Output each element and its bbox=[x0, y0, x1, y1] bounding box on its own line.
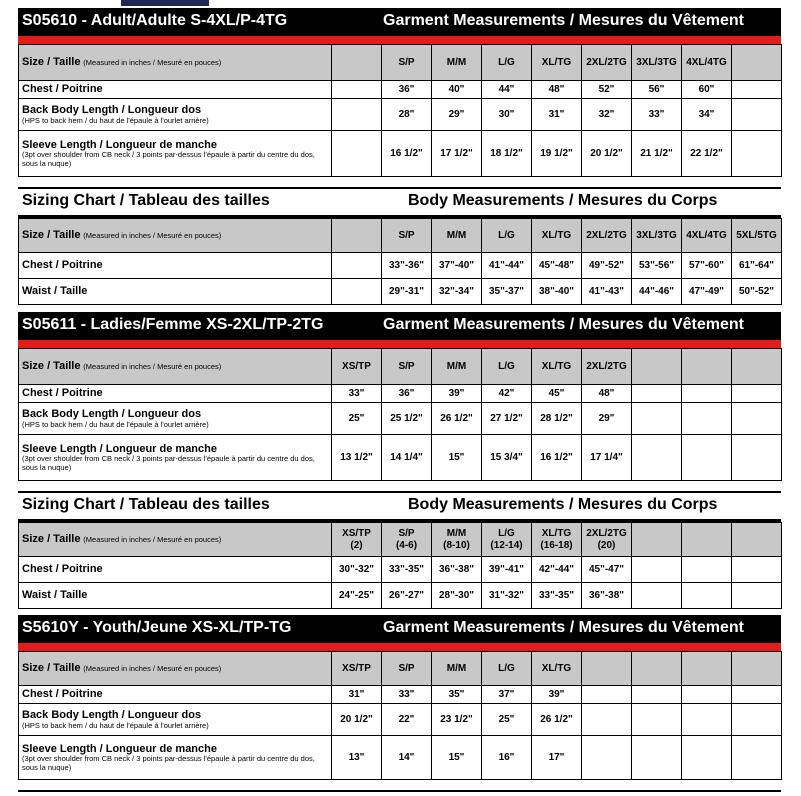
size-name: XS/TP bbox=[342, 528, 371, 539]
size-row bbox=[19, 652, 782, 686]
row-label: Waist / Taille bbox=[22, 285, 88, 298]
size-header: 2XL/2TG bbox=[582, 45, 632, 81]
ladies-garment-section bbox=[18, 312, 781, 481]
size-sub: (20) bbox=[597, 539, 616, 551]
row-label-cell bbox=[19, 435, 332, 481]
size-header: 3XL/3TG bbox=[632, 45, 682, 81]
value-cell: 60" bbox=[682, 81, 732, 99]
row-label: Sleeve Length / Longueur de manche bbox=[22, 442, 217, 455]
size-label-cell bbox=[19, 652, 332, 686]
section-subtitle: Garment Measurements / Mesures du Vêtement bbox=[383, 12, 745, 29]
size-header: M/M bbox=[432, 349, 482, 385]
row-note: (3pt over shoulder from CB neck / 3 points par-dessus l'épaule à partir du centre du dos, sous la nuque) bbox=[22, 754, 315, 772]
value-cell: 40" bbox=[432, 81, 482, 99]
value-cell: 26 1/2" bbox=[532, 704, 582, 736]
row-label-cell bbox=[19, 81, 332, 99]
blank-cell bbox=[732, 81, 782, 99]
section-header bbox=[18, 491, 781, 519]
row-label: Chest / Poitrine bbox=[22, 688, 103, 701]
size-label: Size / Taille bbox=[22, 533, 81, 546]
value-cell: 44" bbox=[482, 81, 532, 99]
value-cell: 42" bbox=[482, 385, 532, 403]
value-cell: 25 1/2" bbox=[382, 403, 432, 435]
value-cell: 25" bbox=[482, 704, 532, 736]
size-header: 3XL/3TG bbox=[632, 219, 682, 253]
section-subtitle: Garment Measurements / Mesures du Vêtement bbox=[383, 619, 745, 636]
size-header: S/P bbox=[382, 652, 432, 686]
table-row bbox=[19, 279, 782, 305]
size-header: XL/TG bbox=[532, 349, 582, 385]
value-cell: 33"-35" bbox=[382, 557, 432, 583]
table-row bbox=[19, 583, 782, 609]
value-cell: 35"-37" bbox=[482, 279, 532, 305]
value-cell: 32"-34" bbox=[432, 279, 482, 305]
value-cell: 17 1/2" bbox=[432, 131, 482, 177]
table-row bbox=[19, 704, 782, 736]
table-row bbox=[19, 385, 782, 403]
blank-cell bbox=[332, 131, 382, 177]
value-cell: 31"-32" bbox=[482, 583, 532, 609]
size-label: Size / Taille bbox=[22, 229, 81, 242]
row-note: (3pt over shoulder from CB neck / 3 points par-dessus l'épaule à partir du centre du dos, sous la nuque) bbox=[22, 150, 315, 168]
row-label-cell bbox=[19, 279, 332, 305]
size-sub: (2) bbox=[350, 539, 363, 551]
value-cell: 48" bbox=[582, 385, 632, 403]
blank-cell bbox=[732, 385, 782, 403]
blank-cell bbox=[682, 435, 732, 481]
size-note: (Measured in inches / Mesuré en pouces) bbox=[83, 362, 222, 372]
row-label: Chest / Poitrine bbox=[22, 259, 103, 272]
size-header: S/P bbox=[382, 349, 432, 385]
section-title: S5610Y - Youth/Jeune XS-XL/TP-TG bbox=[22, 619, 292, 636]
row-note: (HPS to back hem / du haut de l'épaule à l'ourlet arrière) bbox=[22, 419, 209, 429]
value-cell: 14" bbox=[382, 736, 432, 780]
value-cell: 26"-27" bbox=[382, 583, 432, 609]
value-cell: 45" bbox=[532, 385, 582, 403]
value-cell: 21 1/2" bbox=[632, 131, 682, 177]
blank-cell bbox=[732, 686, 782, 704]
size-header: 5XL/5TG bbox=[732, 219, 782, 253]
size-header: S/P bbox=[382, 45, 432, 81]
value-cell: 20 1/2" bbox=[332, 704, 382, 736]
value-cell: 28"-30" bbox=[432, 583, 482, 609]
blank-cell bbox=[732, 704, 782, 736]
size-name: L/G bbox=[498, 528, 515, 539]
value-cell: 17" bbox=[532, 736, 582, 780]
youth-garment-section bbox=[18, 615, 781, 780]
size-header: L/G bbox=[482, 652, 532, 686]
row-label: Chest / Poitrine bbox=[22, 83, 103, 96]
size-header: L/G bbox=[482, 349, 532, 385]
blank-cell bbox=[682, 385, 732, 403]
size-row bbox=[19, 523, 782, 557]
blank-cell bbox=[732, 652, 782, 686]
value-cell: 45"-48" bbox=[532, 253, 582, 279]
row-label-cell bbox=[19, 736, 332, 780]
size-header: XS/TP bbox=[332, 349, 382, 385]
blank-cell bbox=[632, 349, 682, 385]
table-row bbox=[19, 557, 782, 583]
row-note: (HPS to back hem / du haut de l'épaule à l'ourlet arrière) bbox=[22, 720, 209, 730]
value-cell: 37" bbox=[482, 686, 532, 704]
value-cell: 28 1/2" bbox=[532, 403, 582, 435]
row-label: Chest / Poitrine bbox=[22, 563, 103, 576]
table-row bbox=[19, 435, 782, 481]
value-cell: 48" bbox=[532, 81, 582, 99]
value-cell: 31" bbox=[532, 99, 582, 131]
size-header: 2XL/2TG bbox=[582, 349, 632, 385]
value-cell: 30" bbox=[482, 99, 532, 131]
value-cell: 33"-36" bbox=[382, 253, 432, 279]
row-label: Sleeve Length / Longueur de manche bbox=[22, 742, 217, 755]
row-label-cell bbox=[19, 583, 332, 609]
row-label-cell bbox=[19, 403, 332, 435]
blank-cell bbox=[682, 704, 732, 736]
blank-cell bbox=[582, 652, 632, 686]
blank-cell bbox=[332, 253, 382, 279]
value-cell: 19 1/2" bbox=[532, 131, 582, 177]
value-cell: 57"-60" bbox=[682, 253, 732, 279]
adult-garment-section bbox=[18, 8, 781, 177]
value-cell: 36"-38" bbox=[432, 557, 482, 583]
value-cell: 26 1/2" bbox=[432, 403, 482, 435]
size-header bbox=[432, 523, 482, 557]
value-cell: 34" bbox=[682, 99, 732, 131]
size-header: M/M bbox=[432, 45, 482, 81]
top-tab-decoration bbox=[121, 0, 209, 6]
blank-cell bbox=[332, 81, 382, 99]
value-cell: 42"-44" bbox=[532, 557, 582, 583]
value-cell: 20 1/2" bbox=[582, 131, 632, 177]
size-header: S/P bbox=[382, 219, 432, 253]
row-label: Chest / Poitrine bbox=[22, 387, 103, 400]
table-row bbox=[19, 403, 782, 435]
size-header: M/M bbox=[432, 219, 482, 253]
ladies-body-table bbox=[18, 522, 782, 609]
youth-garment-table bbox=[18, 651, 782, 780]
blank-cell bbox=[332, 45, 382, 81]
table-row bbox=[19, 253, 782, 279]
size-header bbox=[382, 523, 432, 557]
blank-cell bbox=[632, 736, 682, 780]
red-divider bbox=[18, 643, 781, 651]
value-cell: 52" bbox=[582, 81, 632, 99]
row-label: Back Body Length / Longueur dos bbox=[22, 407, 202, 420]
size-header: XS/TP bbox=[332, 652, 382, 686]
value-cell: 14 1/4" bbox=[382, 435, 432, 481]
adult-body-table bbox=[18, 218, 782, 305]
section-subtitle: Body Measurements / Mesures du Corps bbox=[408, 496, 718, 513]
blank-cell bbox=[632, 523, 682, 557]
bottom-rule bbox=[18, 790, 781, 792]
value-cell: 33"-35" bbox=[532, 583, 582, 609]
blank-cell bbox=[732, 583, 782, 609]
blank-cell bbox=[682, 523, 732, 557]
blank-cell bbox=[332, 99, 382, 131]
size-row bbox=[19, 219, 782, 253]
size-name: S/P bbox=[398, 528, 415, 539]
value-cell: 39"-41" bbox=[482, 557, 532, 583]
row-label-cell bbox=[19, 385, 332, 403]
adult-body-section bbox=[18, 187, 781, 305]
size-label: Size / Taille bbox=[22, 56, 81, 69]
blank-cell bbox=[682, 349, 732, 385]
row-label-cell bbox=[19, 557, 332, 583]
blank-cell bbox=[632, 686, 682, 704]
value-cell: 25" bbox=[332, 403, 382, 435]
value-cell: 22" bbox=[382, 704, 432, 736]
value-cell: 24"-25" bbox=[332, 583, 382, 609]
size-sub: (16-18) bbox=[540, 539, 573, 551]
value-cell: 22 1/2" bbox=[682, 131, 732, 177]
blank-cell bbox=[732, 45, 782, 81]
value-cell: 41"-44" bbox=[482, 253, 532, 279]
value-cell: 33" bbox=[382, 686, 432, 704]
blank-cell bbox=[732, 99, 782, 131]
size-header: L/G bbox=[482, 219, 532, 253]
section-header bbox=[18, 312, 781, 340]
value-cell: 32" bbox=[582, 99, 632, 131]
value-cell: 30"-32" bbox=[332, 557, 382, 583]
size-label: Size / Taille bbox=[22, 662, 81, 675]
section-title: Sizing Chart / Tableau des tailles bbox=[22, 192, 270, 209]
table-row bbox=[19, 131, 782, 177]
size-label-cell bbox=[19, 349, 332, 385]
size-name: 2XL/2TG bbox=[586, 528, 627, 539]
size-header: L/G bbox=[482, 45, 532, 81]
section-header bbox=[18, 8, 781, 36]
value-cell: 23 1/2" bbox=[432, 704, 482, 736]
row-label: Waist / Taille bbox=[22, 589, 88, 602]
size-sub: (8-10) bbox=[443, 539, 470, 551]
value-cell: 16 1/2" bbox=[532, 435, 582, 481]
value-cell: 29" bbox=[432, 99, 482, 131]
blank-cell bbox=[682, 736, 732, 780]
blank-cell bbox=[682, 583, 732, 609]
row-label: Back Body Length / Longueur dos bbox=[22, 708, 202, 721]
value-cell: 35" bbox=[432, 686, 482, 704]
row-label-cell bbox=[19, 704, 332, 736]
value-cell: 53"-56" bbox=[632, 253, 682, 279]
value-cell: 50"-52" bbox=[732, 279, 782, 305]
value-cell: 38"-40" bbox=[532, 279, 582, 305]
size-header bbox=[582, 523, 632, 557]
blank-cell bbox=[632, 704, 682, 736]
row-label: Sleeve Length / Longueur de manche bbox=[22, 138, 217, 151]
row-note: (HPS to back hem / du haut de l'épaule à l'ourlet arrière) bbox=[22, 115, 209, 125]
section-subtitle: Body Measurements / Mesures du Corps bbox=[408, 192, 718, 209]
value-cell: 27 1/2" bbox=[482, 403, 532, 435]
blank-cell bbox=[632, 403, 682, 435]
value-cell: 39" bbox=[532, 686, 582, 704]
blank-cell bbox=[732, 403, 782, 435]
value-cell: 16" bbox=[482, 736, 532, 780]
value-cell: 29" bbox=[582, 403, 632, 435]
size-sub: (12-14) bbox=[490, 539, 523, 551]
blank-cell bbox=[632, 385, 682, 403]
size-header: XL/TG bbox=[532, 45, 582, 81]
value-cell: 36"-38" bbox=[582, 583, 632, 609]
value-cell: 15 3/4" bbox=[482, 435, 532, 481]
size-header: 4XL/4TG bbox=[682, 45, 732, 81]
ladies-body-section bbox=[18, 491, 781, 609]
size-header: 2XL/2TG bbox=[582, 219, 632, 253]
size-note: (Measured in inches / Mesuré en pouces) bbox=[83, 58, 222, 68]
value-cell: 13" bbox=[332, 736, 382, 780]
blank-cell bbox=[332, 219, 382, 253]
blank-cell bbox=[332, 279, 382, 305]
blank-cell bbox=[582, 736, 632, 780]
value-cell: 36" bbox=[382, 385, 432, 403]
row-label: Back Body Length / Longueur dos bbox=[22, 103, 202, 116]
value-cell: 47"-49" bbox=[682, 279, 732, 305]
row-label-cell bbox=[19, 253, 332, 279]
value-cell: 41"-43" bbox=[582, 279, 632, 305]
value-cell: 36" bbox=[382, 81, 432, 99]
section-title: S05610 - Adult/Adulte S-4XL/P-4TG bbox=[22, 12, 288, 29]
section-header bbox=[18, 187, 781, 215]
table-row bbox=[19, 686, 782, 704]
value-cell: 17 1/4" bbox=[582, 435, 632, 481]
blank-cell bbox=[732, 557, 782, 583]
value-cell: 56" bbox=[632, 81, 682, 99]
value-cell: 29"-31" bbox=[382, 279, 432, 305]
table-row bbox=[19, 99, 782, 131]
value-cell: 39" bbox=[432, 385, 482, 403]
red-divider bbox=[18, 36, 781, 44]
blank-cell bbox=[732, 349, 782, 385]
blank-cell bbox=[632, 435, 682, 481]
size-header: M/M bbox=[432, 652, 482, 686]
value-cell: 33" bbox=[632, 99, 682, 131]
blank-cell bbox=[682, 686, 732, 704]
size-name: XL/TG bbox=[541, 528, 572, 539]
value-cell: 15" bbox=[432, 736, 482, 780]
row-label-cell bbox=[19, 686, 332, 704]
section-title: Sizing Chart / Tableau des tailles bbox=[22, 496, 270, 513]
blank-cell bbox=[682, 403, 732, 435]
section-title: S05611 - Ladies/Femme XS-2XL/TP-2TG bbox=[22, 316, 324, 333]
red-divider bbox=[18, 340, 781, 348]
blank-cell bbox=[682, 652, 732, 686]
size-note: (Measured in inches / Mesuré en pouces) bbox=[83, 535, 222, 545]
size-row bbox=[19, 45, 782, 81]
blank-cell bbox=[632, 583, 682, 609]
size-label-cell bbox=[19, 523, 332, 557]
row-note: (3pt over shoulder from CB neck / 3 points par-dessus l'épaule à partir du centre du dos, sous la nuque) bbox=[22, 454, 315, 472]
value-cell: 37"-40" bbox=[432, 253, 482, 279]
blank-cell bbox=[682, 557, 732, 583]
value-cell: 49"-52" bbox=[582, 253, 632, 279]
table-row bbox=[19, 81, 782, 99]
value-cell: 31" bbox=[332, 686, 382, 704]
size-note: (Measured in inches / Mesuré en pouces) bbox=[83, 664, 222, 674]
blank-cell bbox=[732, 736, 782, 780]
size-sub: (4-6) bbox=[395, 539, 418, 551]
size-name: M/M bbox=[446, 528, 467, 539]
size-row bbox=[19, 349, 782, 385]
value-cell: 61"-64" bbox=[732, 253, 782, 279]
row-label-cell bbox=[19, 131, 332, 177]
blank-cell bbox=[632, 652, 682, 686]
size-header: 4XL/4TG bbox=[682, 219, 732, 253]
blank-cell bbox=[732, 131, 782, 177]
size-label: Size / Taille bbox=[22, 360, 81, 373]
adult-garment-table bbox=[18, 44, 782, 177]
value-cell: 45"-47" bbox=[582, 557, 632, 583]
blank-cell bbox=[582, 704, 632, 736]
value-cell: 18 1/2" bbox=[482, 131, 532, 177]
blank-cell bbox=[632, 557, 682, 583]
ladies-garment-table bbox=[18, 348, 782, 481]
table-row bbox=[19, 736, 782, 780]
blank-cell bbox=[732, 435, 782, 481]
value-cell: 44"-46" bbox=[632, 279, 682, 305]
size-header bbox=[482, 523, 532, 557]
row-label-cell bbox=[19, 99, 332, 131]
blank-cell bbox=[732, 523, 782, 557]
section-subtitle: Garment Measurements / Mesures du Vêtement bbox=[383, 316, 745, 333]
size-header: XL/TG bbox=[532, 219, 582, 253]
value-cell: 33" bbox=[332, 385, 382, 403]
size-header: XL/TG bbox=[532, 652, 582, 686]
section-header bbox=[18, 615, 781, 643]
size-header bbox=[532, 523, 582, 557]
size-label-cell bbox=[19, 219, 332, 253]
size-label-cell bbox=[19, 45, 332, 81]
value-cell: 16 1/2" bbox=[382, 131, 432, 177]
value-cell: 15" bbox=[432, 435, 482, 481]
size-header bbox=[332, 523, 382, 557]
value-cell: 28" bbox=[382, 99, 432, 131]
size-note: (Measured in inches / Mesuré en pouces) bbox=[83, 231, 222, 241]
blank-cell bbox=[582, 686, 632, 704]
value-cell: 13 1/2" bbox=[332, 435, 382, 481]
